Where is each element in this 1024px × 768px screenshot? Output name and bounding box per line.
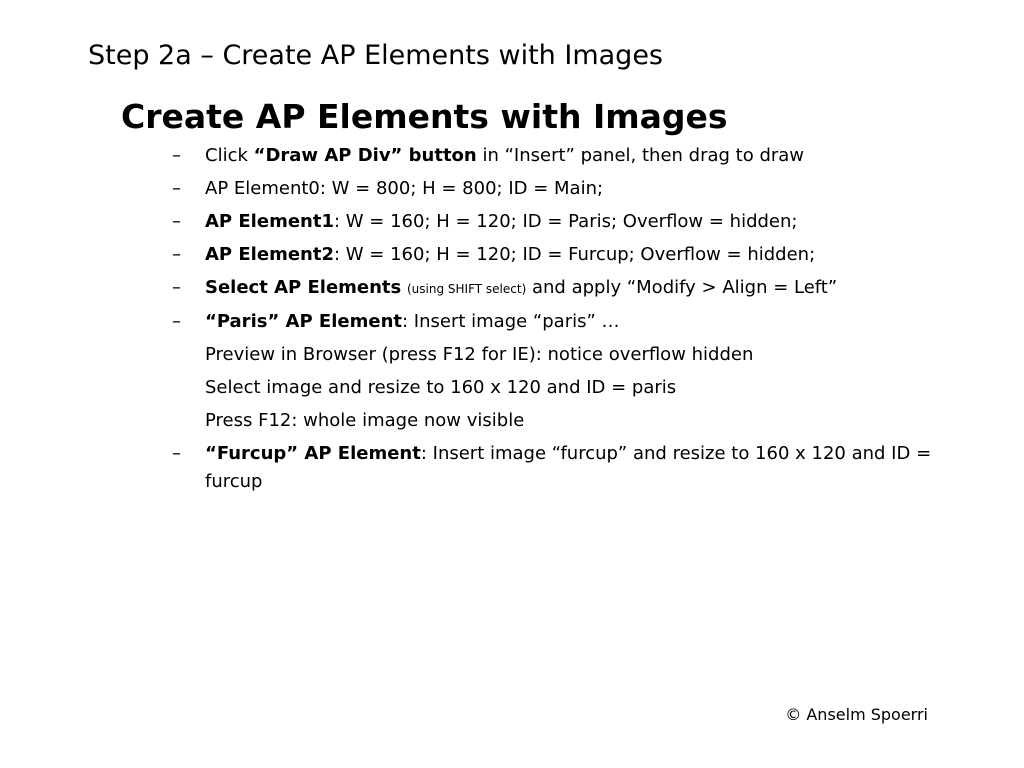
- bullet-draw-ap-div: [172, 142, 932, 170]
- bullet-paris-ap-element: [172, 308, 932, 336]
- bullet-bold-text: “Furcup” AP Element: [205, 443, 421, 464]
- bullet-text: : W = 160; H = 120; ID = Furcup; Overflow = hidden;: [333, 244, 816, 265]
- bullet-bold-text: “Draw AP Div” button: [253, 145, 477, 166]
- bullet-continuation: [172, 374, 932, 402]
- copyright-notice: © Anselm Spoerri: [785, 705, 928, 724]
- bullet-text: Select image and resize to 160 x 120 and ID = paris: [205, 377, 677, 398]
- bullet-bold-text: AP Element2: [205, 244, 334, 265]
- bullet-ap-element0: [172, 175, 932, 203]
- bullet-dash: –: [172, 178, 181, 199]
- bullet-text: : Insert image “furcup” and resize to 160 x 120 and ID = furcup: [205, 443, 932, 492]
- bullet-ap-element1: [172, 208, 932, 236]
- bullet-dash: –: [172, 145, 181, 166]
- bullet-bold-text: Select AP Elements: [205, 277, 402, 298]
- bullet-text: and apply “Modify > Align = Left”: [526, 277, 838, 298]
- bullet-small-note: (using SHIFT select): [407, 282, 527, 296]
- bullet-text: : Insert image “paris” …: [402, 311, 620, 332]
- bullet-text: AP Element0: W = 800; H = 800; ID = Main;: [205, 178, 604, 199]
- bullet-furcup-ap-element: [172, 440, 932, 496]
- bullet-text: Preview in Browser (press F12 for IE): notice overflow hidden: [205, 344, 754, 365]
- bullet-dash: –: [172, 443, 181, 464]
- bullet-text: in “Insert” panel, then drag to draw: [476, 145, 805, 166]
- bullet-dash: –: [172, 244, 181, 265]
- bullet-text: : W = 160; H = 120; ID = Paris; Overflow = hidden;: [333, 211, 798, 232]
- bullet-bold-text: AP Element1: [205, 211, 334, 232]
- bullet-bold-text: “Paris” AP Element: [205, 311, 402, 332]
- bullet-continuation: [172, 407, 932, 435]
- bullet-text: Click: [205, 145, 254, 166]
- bullet-ap-element2: [172, 241, 932, 269]
- bullet-continuation: [172, 341, 932, 369]
- slide-title: Step 2a – Create AP Elements with Images: [88, 40, 664, 71]
- bullet-text: Press F12: whole image now visible: [205, 410, 525, 431]
- bullet-dash: –: [172, 277, 181, 298]
- bullet-list: [172, 142, 932, 496]
- main-heading: Create AP Elements with Images: [121, 97, 728, 136]
- bullet-dash: –: [172, 311, 181, 332]
- bullet-select-ap-elements: [172, 274, 932, 303]
- bullet-dash: –: [172, 211, 181, 232]
